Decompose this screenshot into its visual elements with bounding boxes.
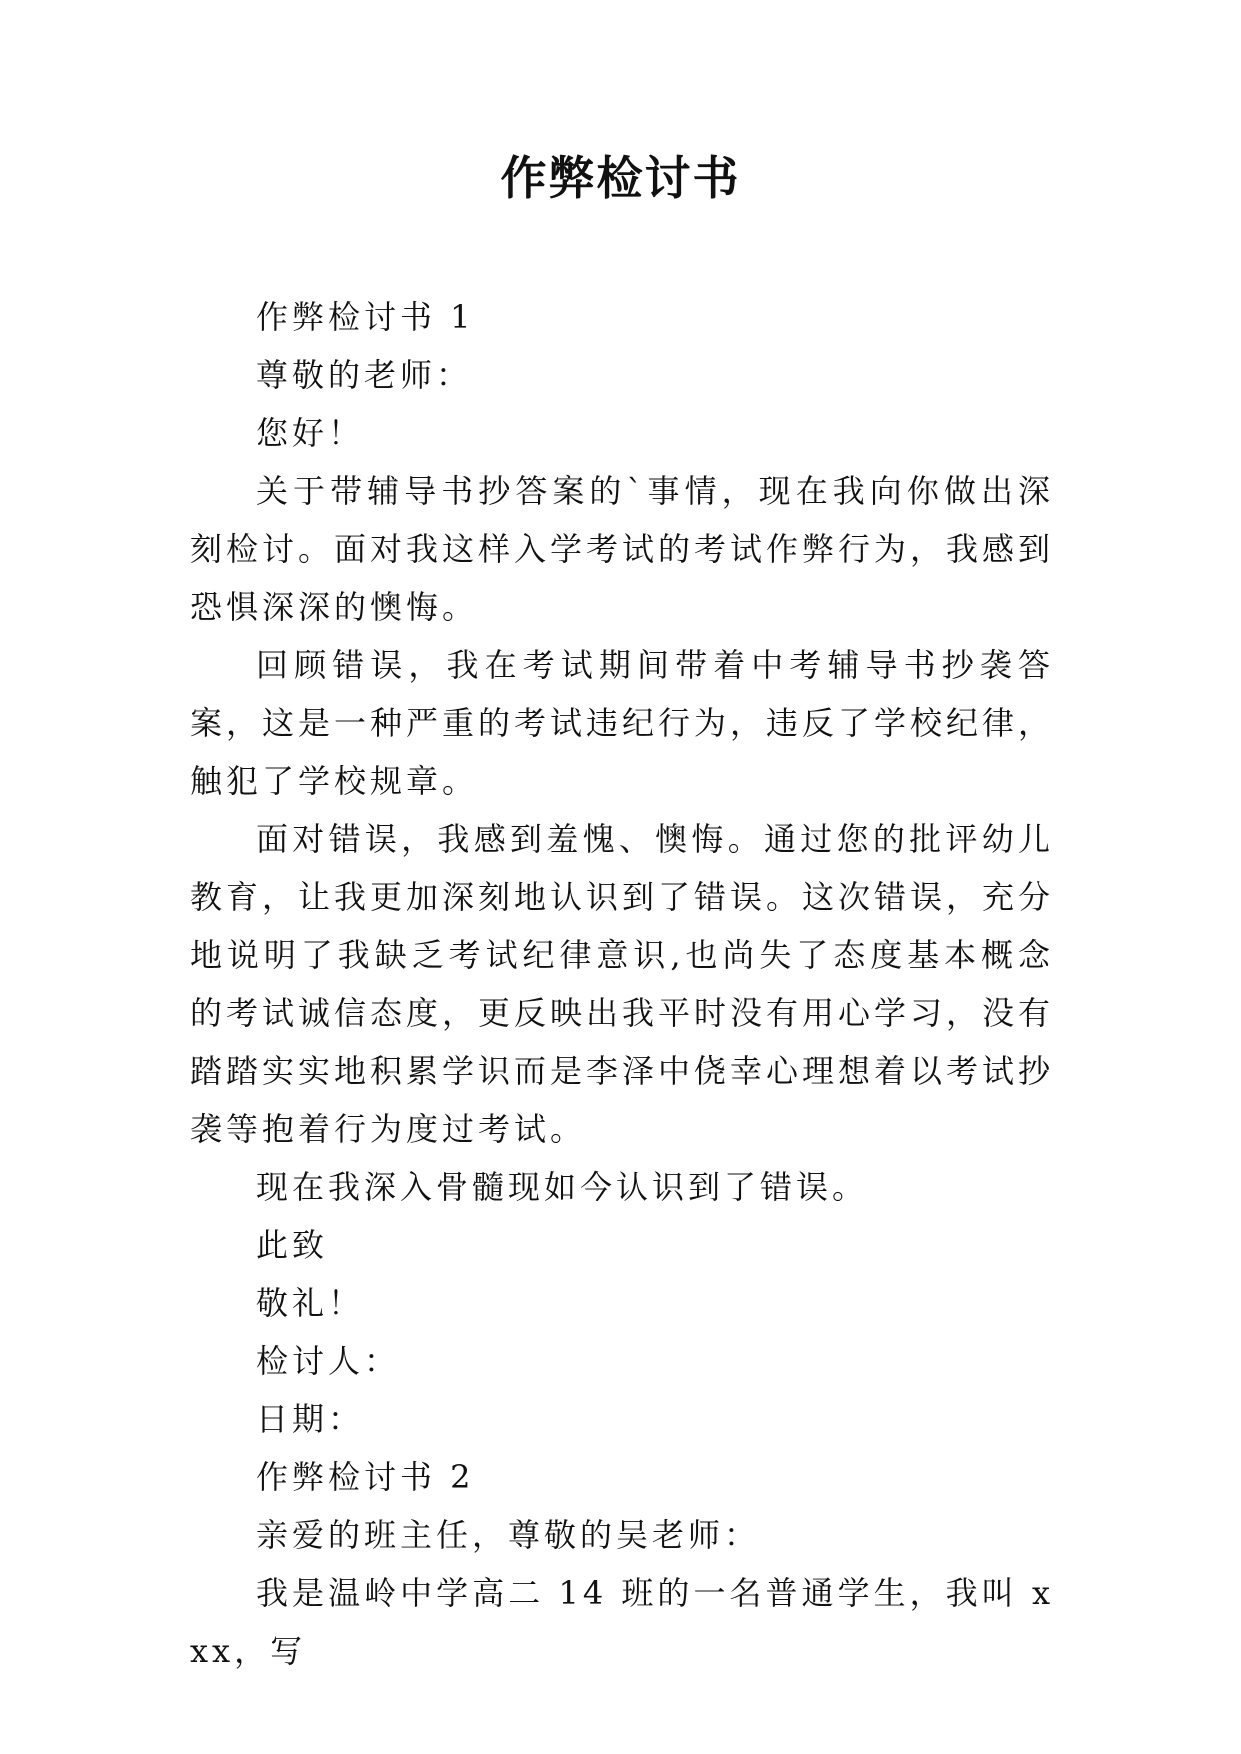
signer-label: 检讨人： — [256, 1342, 401, 1380]
closing-regards: 敬礼！ — [256, 1284, 365, 1322]
body-paragraph: 我是温岭中学高二 14 班的一名普通学生，我叫 xxx，写 — [190, 1574, 1054, 1670]
body-paragraph: 面对错误，我感到羞愧、懊悔。通过您的批评幼儿教育，让我更加深刻地认识到了错误。这次错误，充分地说明了我缺乏考试纪律意识,也尚失了态度基本概念的考试诚信态度，更反映出我平时没有用心学习，没有踏踏实实地积累学识而是李泽中侥幸心理想着以考试抄袭等抱着行为度过考试。 — [190, 820, 1055, 1148]
section-heading-1: 作弊检讨书 1 — [256, 298, 475, 336]
closing-line: 此致 — [256, 1226, 329, 1264]
greeting: 您好！ — [256, 414, 365, 452]
document-body — [190, 288, 1054, 1680]
body-paragraph: 回顾错误，我在考试期间带着中考辅导书抄袭答案，这是一种严重的考试违纪行为，违反了学校纪律，触犯了学校规章。 — [190, 646, 1055, 800]
document-title: 作弊检讨书 — [500, 151, 741, 205]
date-label: 日期： — [256, 1400, 365, 1438]
body-paragraph: 关于带辅导书抄答案的`事情，现在我向你做出深刻检讨。面对我这样入学考试的考试作弊行为，我感到恐惧深深的懊悔。 — [190, 472, 1055, 626]
section-heading-2: 作弊检讨书 2 — [256, 1458, 475, 1496]
salutation: 尊敬的老师： — [256, 356, 473, 394]
salutation: 亲爱的班主任，尊敬的吴老师： — [256, 1516, 761, 1554]
body-paragraph: 现在我深入骨髓现如今认识到了错误。 — [256, 1168, 869, 1206]
